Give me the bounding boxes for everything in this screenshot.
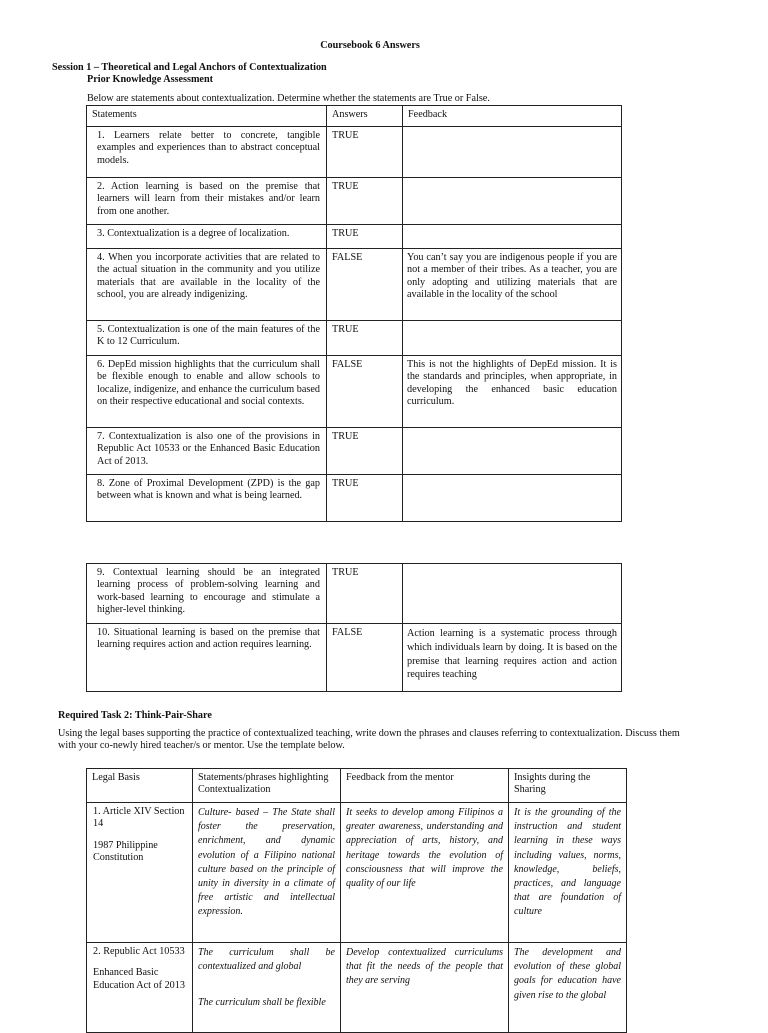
feedback-cell (403, 321, 622, 356)
feedback-cell (403, 225, 622, 249)
table-header-row (87, 106, 622, 127)
statement-cell: 10. Situational learning is based on the premise that learning requires action and action requires learning. (87, 624, 327, 692)
statements-cell (193, 943, 341, 1033)
feedback-cell (403, 428, 622, 475)
column-header: Statements (87, 106, 327, 127)
mentor-feedback-cell: Develop contextualized curriculums that fit the needs of the people that they are serving (341, 943, 509, 1033)
statement-cell: 4. When you incorporate activities that are related to the actual situation in the community and you utilize materials that are available in the locality of the school, you are already indigenizing. (87, 249, 327, 321)
legal-basis-cell (87, 943, 193, 1033)
answer-cell: FALSE (327, 624, 403, 692)
table-row (87, 356, 622, 428)
table-row (87, 127, 622, 178)
table-row (87, 943, 627, 1033)
legal-basis-table (86, 768, 627, 1033)
column-header: Answers (327, 106, 403, 127)
table-row (87, 803, 627, 943)
column-header: Feedback from the mentor (341, 769, 509, 803)
answer-cell: TRUE (327, 564, 403, 624)
column-header: Insights during the Sharing (509, 769, 627, 803)
statement-cell: 7. Contextualization is also one of the provisions in Republic Act 10533 or the Enhanced Basic Education Act of 2013. (87, 428, 327, 475)
feedback-cell (403, 475, 622, 522)
session-heading: Session 1 – Theoretical and Legal Anchors of Contextualization (52, 62, 327, 73)
assessment-table-continued (86, 563, 622, 692)
mentor-feedback-cell: It seeks to develop among Filipinos a greater awareness, understanding and appreciation of arts, history, and heritage towards the evolution of consciousness that will improve the quality of our life (341, 803, 509, 943)
table-row (87, 428, 622, 475)
legal-basis-source: 1987 Philippine Constitution (93, 839, 158, 864)
column-header: Legal Basis (87, 769, 193, 803)
feedback-cell (403, 564, 622, 624)
statement-cell: 2. Action learning is based on the premise that learners will learn from their mistakes and/or learn from one another. (87, 178, 327, 225)
statement-flexible: The curriculum shall be flexible (198, 997, 326, 1009)
feedback-cell (403, 127, 622, 178)
table-row (87, 564, 622, 624)
table-row (87, 178, 622, 225)
answer-cell: TRUE (327, 178, 403, 225)
statements-cell: Culture- based – The State shall foster the preservation, enrichment, and dynamic evolution of a Filipino national culture based on the principle of unity in diversity in a climate of free artistic and intellectual expression. (193, 803, 341, 943)
legal-basis-source: Enhanced Basic Education Act of 2013 (93, 967, 185, 991)
legal-basis-article: 1. Article XIV Section 14 (93, 806, 185, 830)
statement-cell: 8. Zone of Proximal Development (ZPD) is the gap between what is known and what is being learned. (87, 475, 327, 522)
legal-basis-cell (87, 803, 193, 943)
table-row (87, 321, 622, 356)
feedback-cell: This is not the highlights of DepEd mission. It is the standards and principles, when appropriate, in developing the enhanced basic education curriculum. (403, 356, 622, 428)
document-title: Coursebook 6 Answers (320, 40, 420, 51)
statement-cell: 3. Contextualization is a degree of localization. (87, 225, 327, 249)
task-instruction: Using the legal bases supporting the practice of contextualized teaching, write down the phrases and clauses referring to contextualization. Discuss them with your co-newly hired teacher/s or mentor. Use the template below. (58, 728, 680, 752)
answer-cell: TRUE (327, 321, 403, 356)
legal-basis-act: 2. Republic Act 10533 (93, 946, 185, 957)
feedback-cell: Action learning is a systematic process through which individuals learn by doing. It is based on the premise that learning requires action and action requires teaching (403, 624, 622, 692)
task-heading: Required Task 2: Think-Pair-Share (58, 710, 212, 721)
statement-cell: 6. DepEd mission highlights that the curriculum shall be flexible enough to enable and allow schools to localize, indigenize, and enhance the curriculum based on their respective educational and social contexts. (87, 356, 327, 428)
statement-cell: 9. Contextual learning should be an integrated learning process of problem-solving learning and work-based learning to encourage and stimulate a higher-level thinking. (87, 564, 327, 624)
answer-cell: FALSE (327, 249, 403, 321)
feedback-cell (403, 178, 622, 225)
answer-cell: TRUE (327, 475, 403, 522)
statement-cell: 1. Learners relate better to concrete, tangible examples and experiences than to abstract conceptual models. (87, 127, 327, 178)
insights-cell: The development and evolution of these global goals for education have given rise to the global (509, 943, 627, 1033)
statement-contextualized: The curriculum shall be contextualized and global (198, 947, 335, 973)
answer-cell: TRUE (327, 225, 403, 249)
column-header: Feedback (403, 106, 622, 127)
column-header: Statements/phrases highlighting Contextualization (193, 769, 341, 803)
section-subheading: Prior Knowledge Assessment (87, 74, 214, 85)
answer-cell: TRUE (327, 428, 403, 475)
assessment-table (86, 105, 622, 522)
answer-cell: TRUE (327, 127, 403, 178)
instruction-text: Below are statements about contextualization. Determine whether the statements are True or False. (87, 93, 490, 104)
table-row (87, 225, 622, 249)
table-header-row (87, 769, 627, 803)
table-row (87, 249, 622, 321)
statement-cell: 5. Contextualization is one of the main features of the K to 12 Curriculum. (87, 321, 327, 356)
insights-cell: It is the grounding of the instruction and student learning in these ways including values, norms, knowledge, beliefs, practices, and language that are foundation of culture (509, 803, 627, 943)
feedback-cell: You can’t say you are indigenous people if you are not a member of their tribes. As a teacher, you are only adopting and utilizing materials that are available in the locality of the school (403, 249, 622, 321)
table-row (87, 624, 622, 692)
answer-cell: FALSE (327, 356, 403, 428)
table-row (87, 475, 622, 522)
